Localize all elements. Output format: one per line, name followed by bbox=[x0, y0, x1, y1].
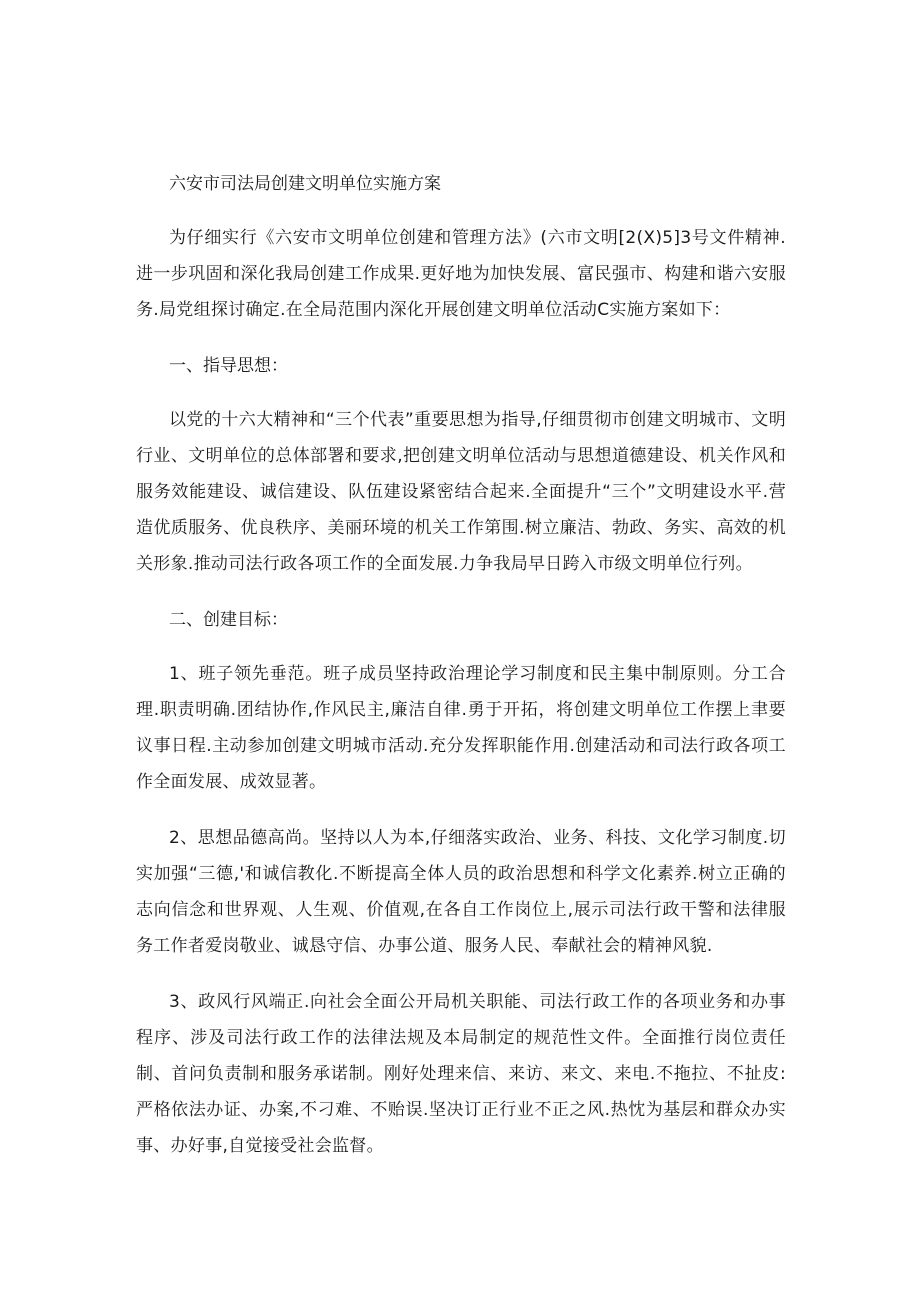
guiding-thought-paragraph: 以党的十六大精神和“三个代表”重要思想为指导,仔细贯彻市创建文明城市、文明行业、文明单位的总体部署和要求,把创建文明单位活动与思想道德建设、机关作风和服务效能建设、诚信建设、队伍建设紧密结合起来.全面提升“三个”文明建设水平.营造优质服务、优良秩序、美丽环境的机关工作第围.树立廉洁、勃政、务实、高效的机关形象.推动司法行政各项工作的全面发展.力争我局早日跨入市级文明单位行列。 bbox=[136, 410, 786, 574]
intro-paragraph: 为仔细实行《六安市文明单位创建和管理方法》(六市文明[2(X)5]3号文件精神.进一步巩固和深化我局创建工作成果.更好地为加快发展、富民强市、构建和谐六安服务.局党组探讨确定.在全局范围内深化开展创建文明单位活动C实施方案如下： bbox=[136, 228, 786, 320]
section-heading-goals: 二、创建目标： bbox=[169, 610, 288, 630]
document-title: 六安市司法局创建文明单位实施方案 bbox=[169, 174, 441, 194]
goal-item-3: 3、政风行风端正.向社会全面公开局机关职能、司法行政工作的各项业务和办事程序、涉及司法行政工作的法律法规及本局制定的规范性文件。全面推行岗位责任制、首问负责制和服务承诺制。刚好处理来信、来访、来文、来电.不拖拉、不扯皮:严格依法办证、办案,不刁难、不贻误.坚决订正行业不正之风.热忱为基层和群众办实事、办好事,自觉接受社会监督。 bbox=[136, 992, 786, 1156]
goal-item-1: 1、班子领先垂范。班子成员坚持政治理论学习制度和民主集中制原则。分工合理.职责明确.团结协作,作风民主,廉洁自律.勇于开拓，将创建文明单位工作摆上聿要议事日程.主动参加创建文明城市活动.充分发挥职能作用.创建活动和司法行政各项工作全面发展、成效显著。 bbox=[136, 664, 786, 792]
section-heading-guiding-thought: 一、指导思想： bbox=[169, 356, 288, 376]
goal-item-2: 2、思想品德高尚。坚持以人为本,仔细落实政治、业务、科技、文化学习制度.切实加强“三德,'和诚信教化.不断提高全体人员的政治思想和科学文化素养.树立正确的志向信念和世界观、人生观、价值观,在各自工作岗位上,展示司法行政干警和法律服务工作者爱岗敬业、诚恳守信、办事公道、服务人民、奉献社会的精神风貌. bbox=[136, 828, 786, 956]
document-body bbox=[136, 168, 786, 1184]
